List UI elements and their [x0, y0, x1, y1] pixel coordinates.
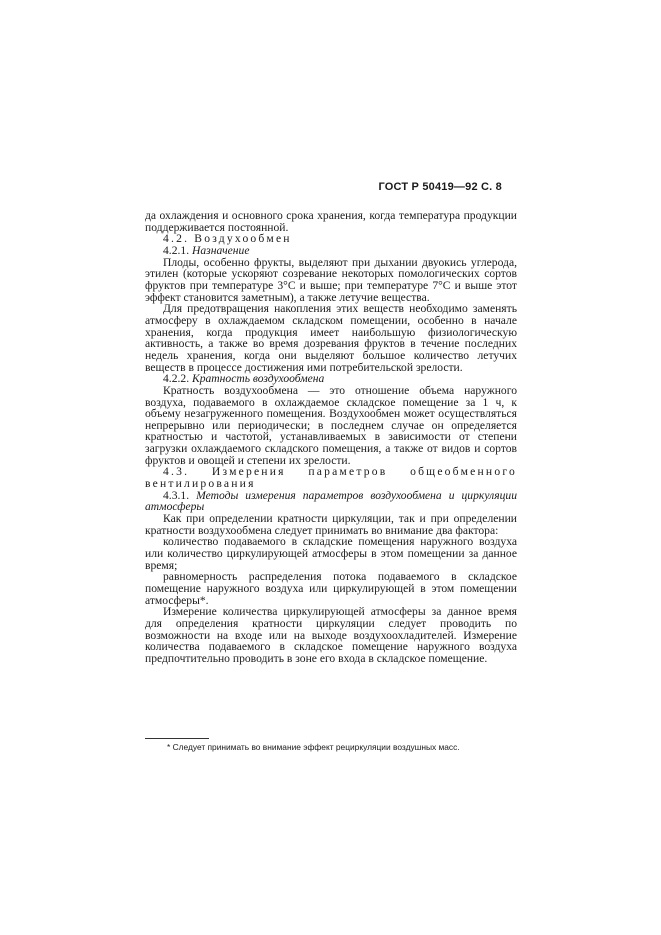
list-item: равномерность распределения потока подаваемого в складское помещение наружного воздуха или циркулирующей в этом помещении атмосферы*.	[145, 570, 517, 607]
footnote-divider	[145, 738, 209, 739]
paragraph: Для предотвращения накопления этих веществ необходимо заменять атмосферу в охлаждаемом складском помещении, особенно в начале хранения, когда продукция имеет наибольшую физиологическую активность, а также во время дозревания фруктов в течение последних недель хранения, когда они выделяют большое количество летучих веществ в процессе достижения ими потребительской зрелости.	[145, 302, 517, 374]
subsection-heading	[145, 490, 517, 513]
paragraph: Как при определении кратности циркуляции, так и при определении кратности воздухообмена следует принимать во внимание два фактора:	[145, 512, 517, 537]
paragraph: да охлаждения и основного срока хранения, когда температура продукции поддерживается постоянной.	[145, 209, 517, 234]
paragraph: Кратность воздухообмена — это отношение объема наружного воздуха, подаваемого в охлаждаемое складское помещение за 1 ч, к объему незагруженного помещения. Воздухообмен может осуществляться непрерывно или периодически; в последнем случае он определяется кратностью и частотой, устанавливаемых в зависимости от степени загрузки охлаждаемого складского помещения, а также от видов и сортов фруктов и овощей и степени их зрелости.	[145, 383, 517, 467]
page-header: ГОСТ Р 50419—92 С. 8	[378, 181, 502, 193]
subsection-title: Методы измерения параметров воздухообмена и циркуляции атмосферы	[145, 488, 517, 514]
subsection-number: 4.2.2.	[163, 372, 190, 386]
paragraph: Плоды, особенно фрукты, выделяют при дыхании двуокись углерода, этилен (которые ускоряют созревание некоторых помологических сортов фруктов при температуре 3°С и выше; при температуре 7°С и выше этот эффект становится заметным), а также летучие вещества.	[145, 255, 517, 304]
subsection-heading	[145, 245, 517, 257]
footnote: * Следует принимать во внимание эффект рециркуляции воздушных масс.	[167, 742, 460, 752]
subsection-title: Назначение	[192, 243, 250, 257]
subsection-number: 4.3.1.	[163, 488, 190, 502]
section-heading: 4.3. Измерения параметров общеобменного вентилирования	[145, 465, 517, 491]
subsection-number: 4.2.1.	[163, 243, 190, 257]
paragraph: Измерение количества циркулирующей атмосферы за данное время для определения кратности циркуляции следует проводить по возможности на входе или на выходе воздухоохладителей. Измерение количества подаваемого в складское помещение наружного воздуха предпочтительно проводить в зоне его входа в складское помещение.	[145, 605, 517, 665]
body-text	[145, 210, 517, 665]
list-item: количество подаваемого в складские помещения наружного воздуха или количество циркулирующей атмосферы в этом помещении за данное время;	[145, 535, 517, 572]
section-heading: 4.2. Воздухообмен	[163, 232, 292, 246]
subsection-title: Кратность воздухообмена	[192, 372, 325, 386]
